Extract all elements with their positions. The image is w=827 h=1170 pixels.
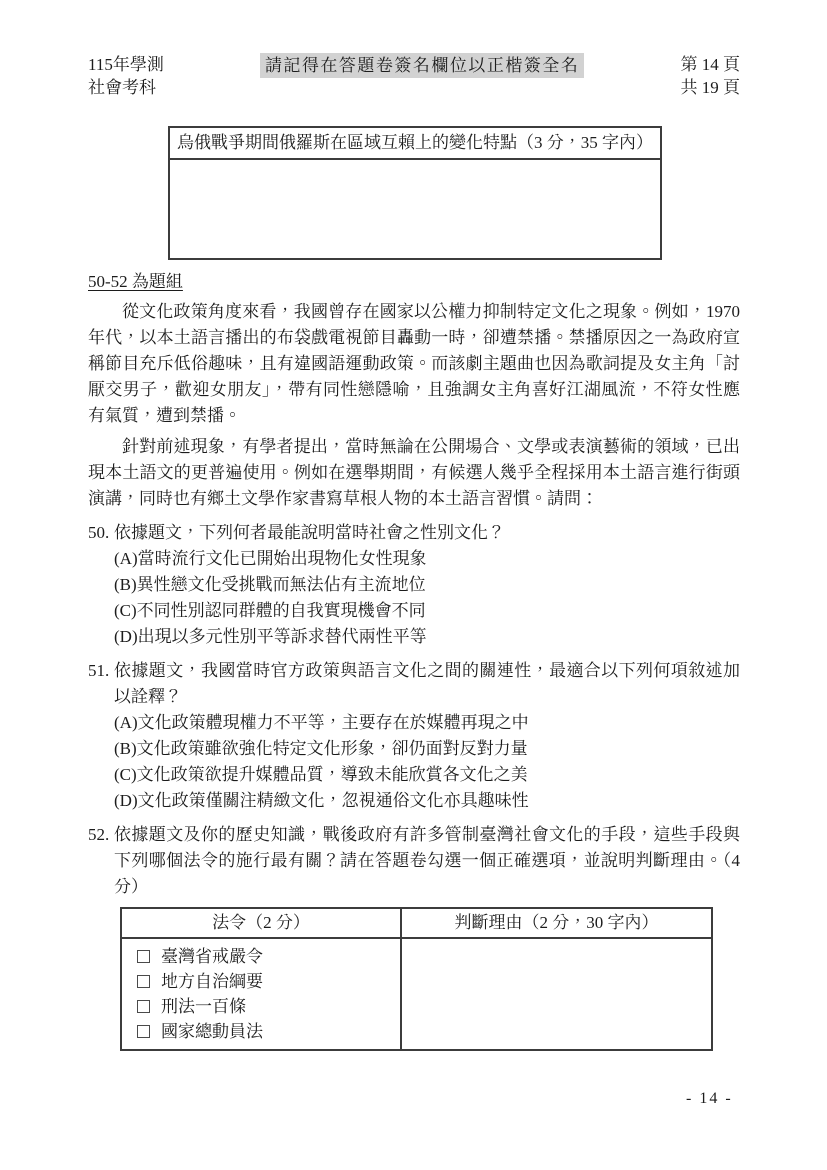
law-option-row (137, 1019, 400, 1044)
passage-paragraph-2: 針對前述現象，有學者提出，當時無論在公開場合、文學或表演藝術的領域，已出現本土語文的更普遍使用。例如在選舉期間，有候選人幾乎全程採用本土語言進行街頭演講，同時也有鄉土文學作家書寫草根人物的本土語言習慣。請問： (88, 437, 740, 508)
law-option-label: 國家總動員法 (161, 1022, 263, 1041)
law-table-body-row (121, 938, 712, 1050)
checkbox-icon[interactable] (137, 1000, 150, 1013)
law-options-list (122, 939, 400, 1049)
question-51-stem: 依據題文，我國當時官方政策與語言文化之間的關連性，最適合以下列何項敘述加以詮釋？ (114, 661, 740, 706)
exam-year-label: 115年學測 (88, 55, 164, 74)
passage-paragraph-1: 從文化政策角度來看，我國曾存在國家以公權力抑制特定文化之現象。例如，1970 年代，以本土語言播出的布袋戲電視節目轟動一時，卻遭禁播。禁播原因之一為政府宣稱節目充斥低俗趣味，且有違國語運動政策。而該劇主題曲也因為歌詞提及女主角「討厭交男子，歡迎女朋友」，帶有同性戀隱喻，且強調女主角喜好江湖風流，不符女性應有氣質，遭到禁播。 (88, 302, 740, 425)
question-51-number: 51. (88, 661, 110, 680)
passage (88, 299, 740, 512)
law-answer-table (120, 907, 713, 1051)
page-header (88, 53, 740, 99)
law-option-label: 臺灣省戒嚴令 (161, 947, 263, 966)
question-51-options (114, 710, 740, 814)
law-options-cell (121, 938, 401, 1050)
question-52-stem: 依據題文及你的歷史知識，戰後政府有許多管制臺灣社會文化的手段，這些手段與下列哪個法令的施行最有關？請在答題卷勾選一個正確選項，並說明判斷理由。（4 分） (114, 825, 740, 896)
reason-answer-cell (401, 938, 712, 1050)
question-50-stem: 依據題文，下列何者最能說明當時社會之性別文化？ (114, 523, 505, 542)
question-52 (88, 822, 740, 900)
question-50-number: 50. (88, 523, 110, 542)
checkbox-icon[interactable] (137, 975, 150, 988)
answer-write-in-area (170, 160, 660, 258)
subject-label: 社會考科 (88, 78, 156, 97)
law-option-row (137, 994, 400, 1019)
question-51-option-a: (A)文化政策體現權力不平等，主要存在於媒體再現之中 (114, 713, 529, 732)
header-left (88, 53, 164, 99)
page-number-label: 第 14 頁 (680, 55, 740, 74)
header-right (681, 53, 741, 99)
question-50-options (114, 546, 740, 650)
checkbox-icon[interactable] (137, 950, 150, 963)
total-pages-label: 共 19 頁 (680, 78, 740, 97)
question-group-heading: 50-52 為題組 (88, 272, 183, 291)
law-option-label: 地方自治綱要 (161, 972, 263, 991)
law-column-header: 法令（2 分） (121, 908, 401, 938)
question-50-option-b: (B)異性戀文化受挑戰而無法佔有主流地位 (114, 575, 426, 594)
law-option-label: 刑法一百條 (161, 997, 246, 1016)
question-51 (88, 658, 740, 814)
question-50 (88, 520, 740, 650)
law-option-row (137, 944, 400, 969)
answer-box-title: 烏俄戰爭期間俄羅斯在區域互賴上的變化特點（3 分，35 字內） (170, 128, 660, 160)
question-52-number: 52. (88, 825, 110, 844)
reason-column-header: 判斷理由（2 分，30 字內） (401, 908, 712, 938)
checkbox-icon[interactable] (137, 1025, 150, 1038)
question-50-option-d: (D)出現以多元性別平等訴求替代兩性平等 (114, 627, 427, 646)
question-51-option-d: (D)文化政策僅關注精緻文化，忽視通俗文化亦具趣味性 (114, 791, 529, 810)
answer-box (168, 126, 662, 260)
question-50-option-c: (C)不同性別認同群體的自我實現機會不同 (114, 601, 426, 620)
law-table-header-row (121, 908, 712, 938)
footer-page-number: - 14 - (686, 1090, 733, 1107)
signature-notice: 請記得在答題卷簽名欄位以正楷簽全名 (260, 53, 585, 78)
question-51-option-b: (B)文化政策雖欲強化特定文化形象，卻仍面對反對力量 (114, 739, 528, 758)
law-option-row (137, 969, 400, 994)
question-51-option-c: (C)文化政策欲提升媒體品質，導致未能欣賞各文化之美 (114, 765, 528, 784)
question-50-option-a: (A)當時流行文化已開始出現物化女性現象 (114, 549, 427, 568)
